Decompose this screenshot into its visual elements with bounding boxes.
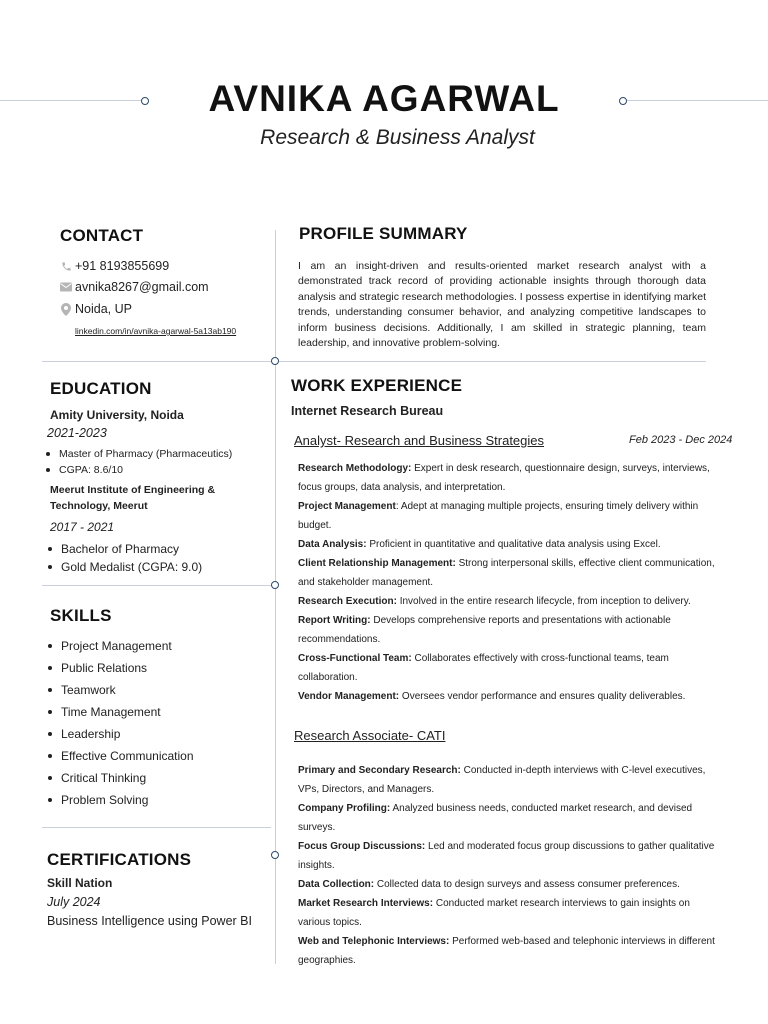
section-ring-3	[271, 851, 279, 859]
duty-item: Company Profiling: Analyzed business needs, conducted market research, and devised surveys.	[298, 803, 693, 833]
profile-summary-text: I am an insight-driven and results-oriented market research analyst with a demonstrated track record of providing actionable insights through thorough data analysis and strategic research methodologies. I possess expertise in identifying market trends, understanding consumer behavior, and analyzing competitive landscapes to inform business decisions. Additionally, I am skilled in strategic planning, team leadership, and innovative problem-solving.	[298, 260, 706, 350]
section-rule-3	[42, 827, 271, 828]
education-list-2	[46, 540, 202, 576]
job-title-2: Research Associate- CATI	[294, 728, 446, 743]
education-heading: EDUCATION	[50, 379, 152, 398]
mail-icon	[60, 281, 72, 293]
phone-number: +91 8193855699	[75, 259, 170, 273]
list-item: Gold Medalist (CGPA: 9.0)	[46, 558, 202, 576]
skill-item: Teamwork	[46, 679, 194, 701]
education-school-1: Amity University, Noida	[50, 408, 184, 422]
skill-item: Critical Thinking	[46, 767, 194, 789]
phone-icon	[60, 260, 72, 272]
section-rule-1	[42, 361, 706, 362]
certification-date: July 2024	[47, 895, 101, 909]
location-text: Noida, UP	[75, 302, 132, 316]
education-years-1: 2021-2023	[47, 426, 107, 440]
skill-item: Public Relations	[46, 657, 194, 679]
duty-item: Research Execution: Involved in the entire research lifecycle, from inception to delivery.	[298, 596, 691, 607]
skill-item: Problem Solving	[46, 789, 194, 811]
duty-item: Vendor Management: Oversees vendor performance and ensures quality deliverables.	[298, 691, 686, 702]
education-school-2-line1: Meerut Institute of Engineering &	[50, 484, 216, 496]
duty-item: Data Analysis: Proficient in quantitative and qualitative data analysis using Excel.	[298, 539, 661, 550]
job-title-1: Analyst- Research and Business Strategies	[294, 433, 545, 448]
duties-list-2	[298, 761, 718, 970]
profile-heading: PROFILE SUMMARY	[299, 224, 468, 243]
job-dates-1: Feb 2023 - Dec 2024	[629, 434, 733, 446]
certifications-heading: CERTIFICATIONS	[47, 850, 192, 869]
skill-item: Time Management	[46, 701, 194, 723]
duty-item: Web and Telephonic Interviews: Performed web-based and telephonic interviews in different geographies.	[298, 936, 715, 966]
list-item: CGPA: 8.6/10	[44, 462, 232, 478]
education-list-1	[44, 446, 232, 478]
contact-location	[60, 302, 132, 316]
candidate-name: AVNIKA AGARWAL	[208, 78, 560, 119]
section-ring-2	[271, 581, 279, 589]
duty-item: Focus Group Discussions: Led and moderated focus group discussions to gather qualitative insights.	[298, 841, 715, 871]
duty-item: Project Management: Adept at managing multiple projects, ensuring timely delivery within budget.	[298, 501, 699, 531]
list-item: Master of Pharmacy (Pharmaceutics)	[44, 446, 232, 462]
skill-item: Effective Communication	[46, 745, 194, 767]
contact-heading: CONTACT	[60, 226, 144, 245]
contact-email[interactable]	[60, 280, 209, 294]
section-ring-1	[271, 357, 279, 365]
skills-heading: SKILLS	[50, 606, 112, 625]
candidate-role: Research & Business Analyst	[260, 126, 535, 149]
certification-issuer: Skill Nation	[47, 876, 113, 890]
duty-item: Client Relationship Management: Strong interpersonal skills, effective client communication, and stakeholder management.	[298, 558, 715, 588]
skill-item: Leadership	[46, 723, 194, 745]
education-years-2: 2017 - 2021	[50, 520, 115, 534]
duties-list-1	[298, 459, 718, 706]
linkedin-link[interactable]: linkedin.com/in/avnika-agarwal-5a13ab190	[75, 326, 237, 336]
list-item: Bachelor of Pharmacy	[46, 540, 202, 558]
duty-item: Research Methodology: Expert in desk research, questionnaire design, surveys, interviews, focus groups, data analysis, and interpretation.	[298, 463, 710, 493]
skills-list	[46, 635, 194, 811]
certification-title: Business Intelligence using Power BI	[47, 914, 252, 928]
skill-item: Project Management	[46, 635, 194, 657]
duty-item: Primary and Secondary Research: Conducted in-depth interviews with C-level executives, VPs, Directors, and Managers.	[298, 765, 706, 795]
duty-item: Cross-Functional Team: Collaborates effectively with cross-functional teams, team collaboration.	[298, 653, 669, 683]
contact-phone[interactable]	[60, 259, 169, 273]
work-heading: WORK EXPERIENCE	[291, 376, 463, 395]
section-rule-2	[42, 585, 271, 586]
duty-item: Market Research Interviews: Conducted market research interviews to gain insights on various topics.	[298, 898, 690, 928]
duty-item: Report Writing: Develops comprehensive reports and presentations with actionable recommendations.	[298, 615, 671, 645]
education-school-2-line2: Technology, Meerut	[50, 500, 148, 512]
email-address: avnika8267@gmail.com	[75, 280, 209, 294]
location-pin-icon	[60, 303, 72, 315]
company-name: Internet Research Bureau	[291, 404, 444, 418]
duty-item: Data Collection: Collected data to design surveys and assess consumer preferences.	[298, 879, 680, 890]
